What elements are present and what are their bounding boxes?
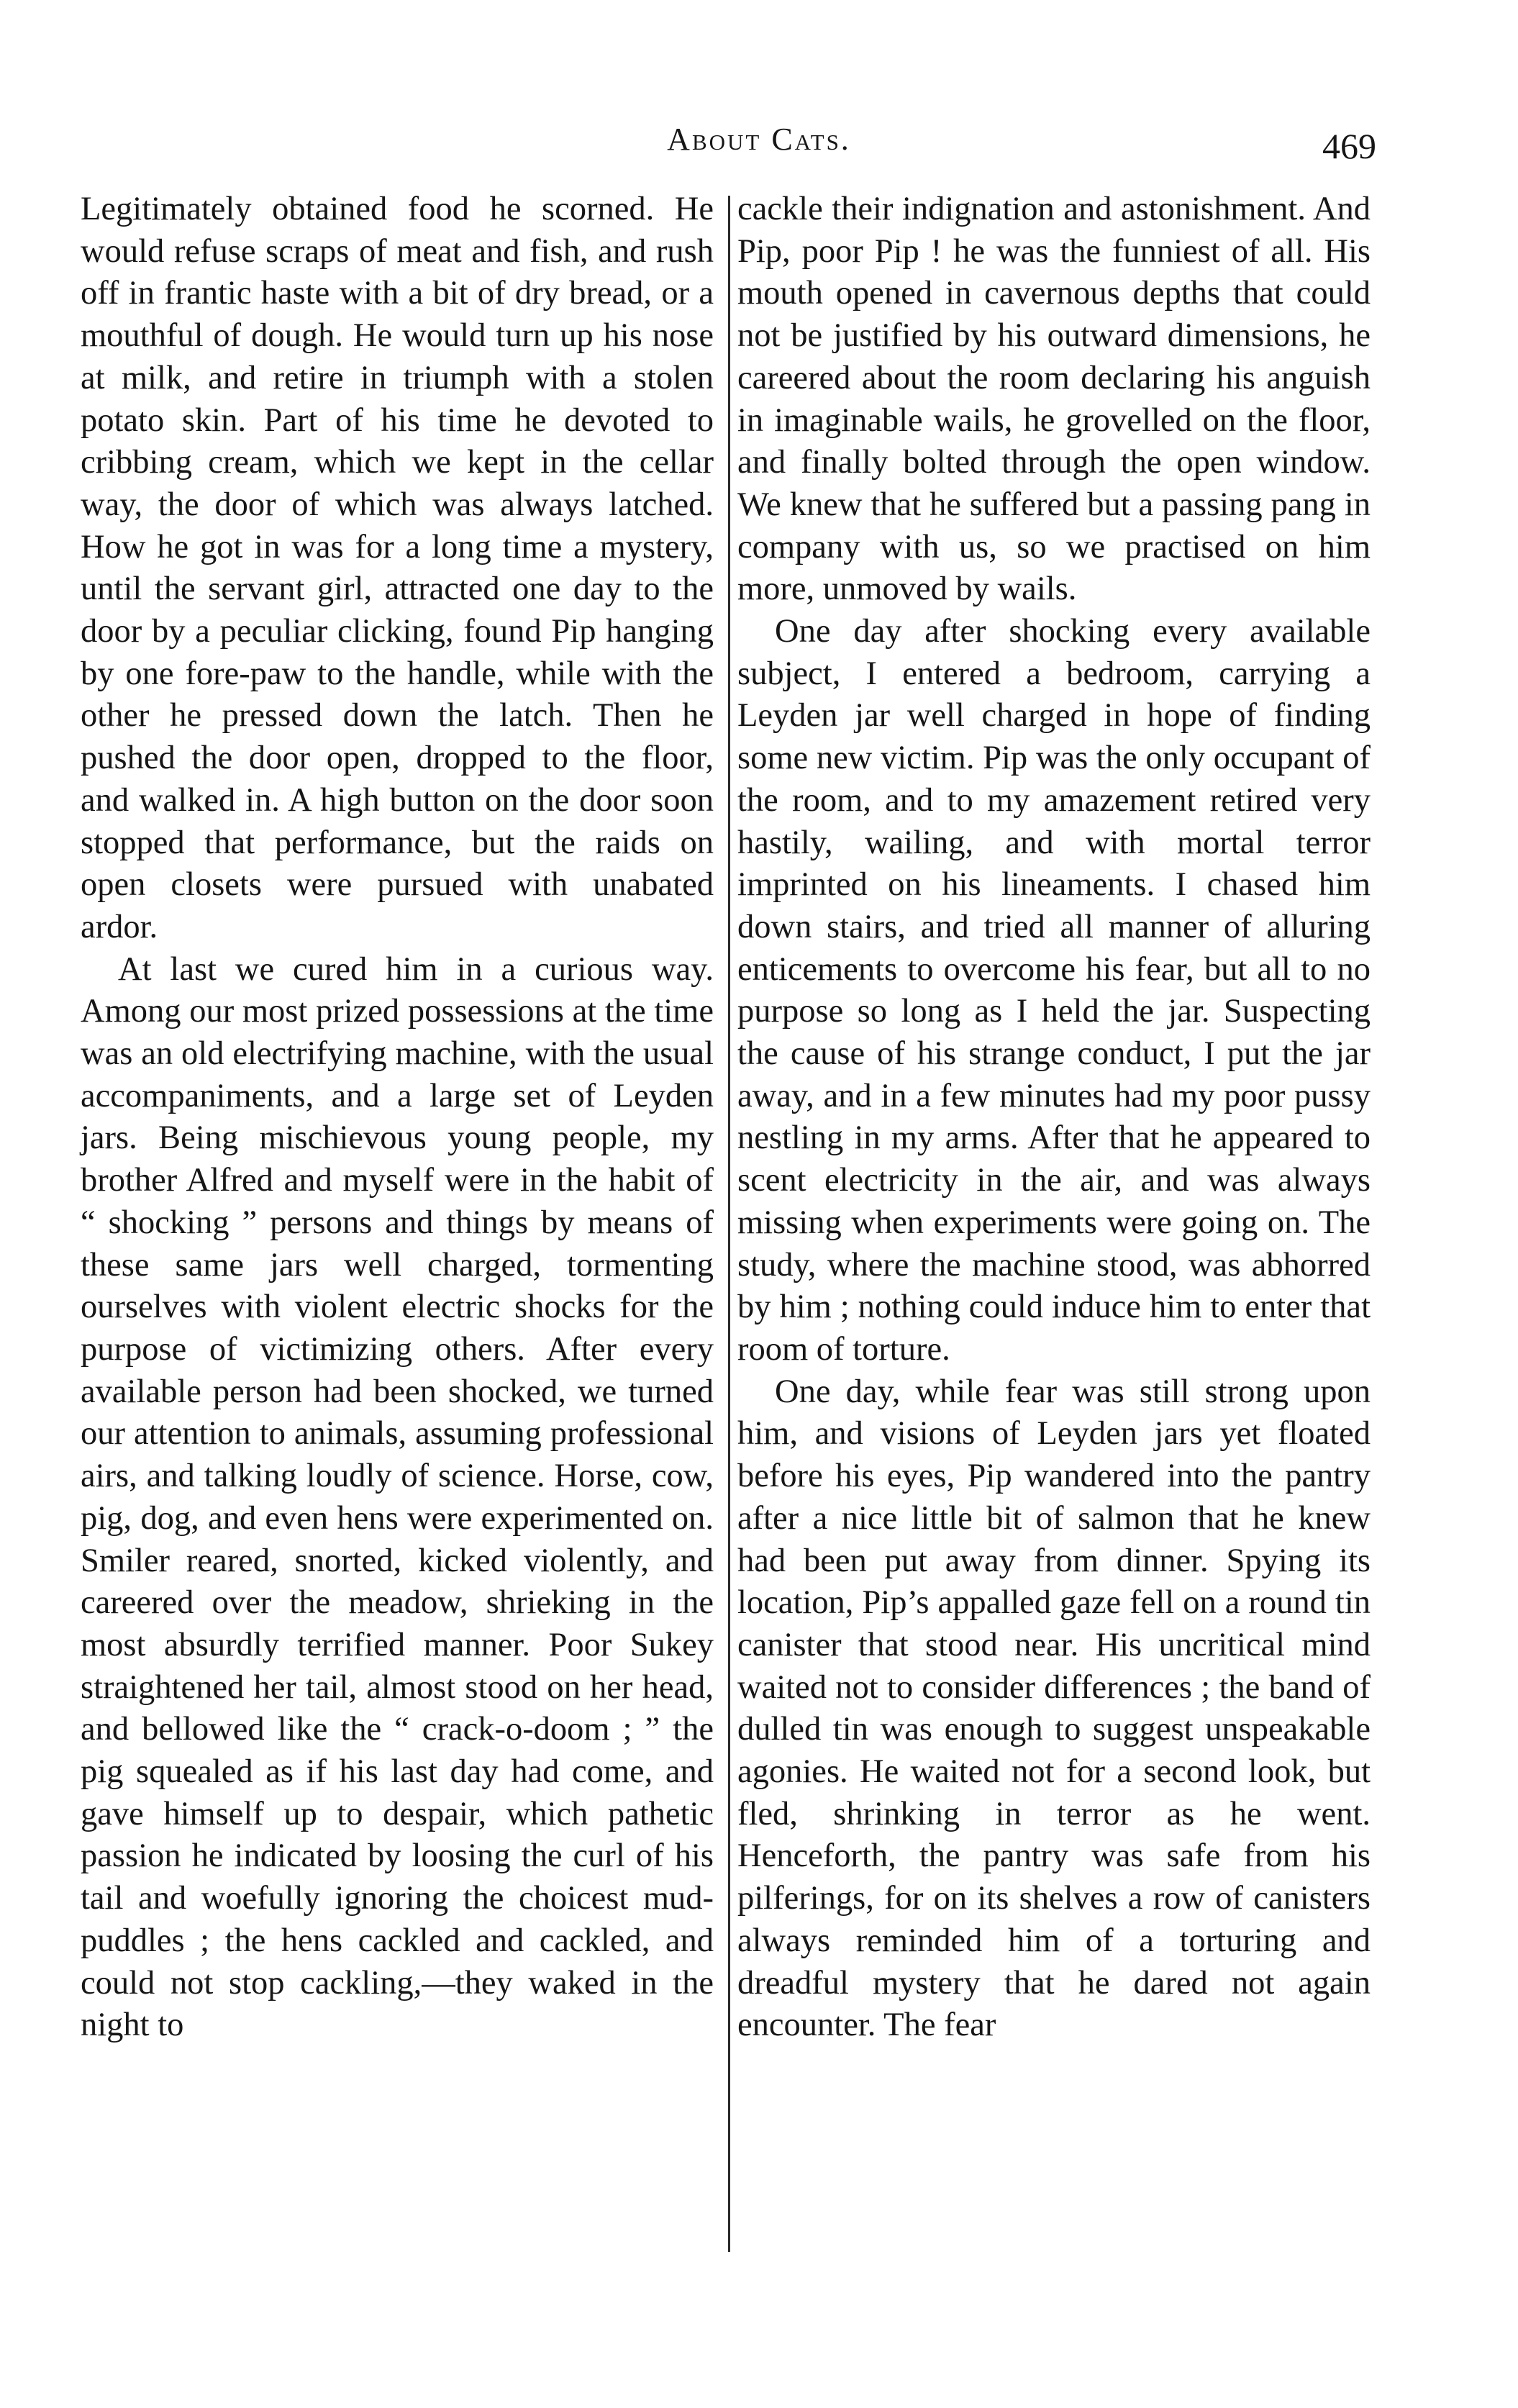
paragraph: cackle their indignation and astonishment. And Pip, poor Pip ! he was the funniest of all. His mouth opened in cavernous depths that could not be justified by his outward dimensions, he careered about the room declaring his anguish in imaginable wails, he grovelled on the floor, and finally bolted through the open window. We knew that he suffered but a passing pang in company with us, so we practised on him more, unmoved by wails. — [737, 191, 1371, 608]
paragraph: One day after shocking every available subject, I entered a bedroom, carrying a Leyden jar well charged in hope of finding some new victim. Pip was the only occupant of the room, and to my amazement retired very hastily, wailing, and with mortal terror imprinted on his lineaments. I chased him down stairs, and tried all manner of alluring enticements to overcome his fear, but all to no purpose so long as I held the jar. Suspecting the cause of his strange conduct, I put the jar away, and in a few minutes had my poor pussy nestling in my arms. After that he appeared to scent electricity in the air, and was always missing when experiments were going on. The study, where the machine stood, was abhorred by him ; nothing could induce him to enter that room of torture. — [737, 613, 1371, 1368]
column-divider — [728, 196, 730, 2252]
running-title: About Cats. — [667, 122, 851, 157]
paragraph: One day, while fear was still strong upon him, and visions of Leyden jars yet floated before his eyes, Pip wandered into the pantry after a nice little bit of salmon that he knew had been put away from dinner. Spying its location, Pip’s appalled gaze fell on a round tin canister that stood near. His uncritical mind waited not to consider differences ; the band of dulled tin was enough to suggest unspeakable agonies. He waited not for a second look, but fled, shrinking in terror as he went. Henceforth, the pantry was safe from his pilferings, for on its shelves a row of canisters always reminded him of a torturing and dreadful mystery that he dared not again encounter. The fear — [737, 1373, 1371, 2044]
paragraph: Legitimately obtained food he scorned. He would refuse scraps of meat and fish, and rush off in frantic haste with a bit of dry bread, or a mouthful of dough. He would turn up his nose at milk, and retire in triumph with a stolen potato skin. Part of his time he devoted to cribbing cream, which we kept in the cellar way, the door of which was always latched. How he got in was for a long time a mystery, until the servant girl, attracted one day to the door by a peculiar clicking, found Pip hanging by one fore-paw to the handle, while with the other he pressed down the latch. Then he pushed the door open, dropped to the floor, and walked in. A high button on the door soon stopped that performance, but the raids on open closets were pursued with unabated ardor. — [81, 191, 714, 945]
left-column — [81, 188, 714, 2047]
paragraph: At last we cured him in a curious way. Among our most prized possessions at the time was an old electrifying machine, with the usual accompaniments, and a large set of Leyden jars. Being mischievous young people, my brother Alfred and myself were in the habit of “ shocking ” persons and things by means of these same jars well charged, tormenting ourselves with violent electric shocks for the purpose of victimizing others. After every available person had been shocked, we turned our attention to animals, assuming professional airs, and talking loudly of science. Horse, cow, pig, dog, and even hens were experimented on. Smiler reared, snorted, kicked violently, and careered over the meadow, shrieking in the most absurdly terrified manner. Poor Sukey straightened her tail, almost stood on her head, and bellowed like the “ crack-o-doom ; ” the pig squealed as if his last day had come, and gave himself up to despair, which pathetic passion he indicated by loosing the curl of his tail and woefully ignoring the choicest mud-puddles ; the hens cackled and cackled, and could not stop cackling,—they waked in the night to — [81, 950, 714, 2044]
right-column — [737, 188, 1371, 2047]
page-number: 469 — [1322, 126, 1376, 166]
page-header — [0, 115, 1518, 173]
